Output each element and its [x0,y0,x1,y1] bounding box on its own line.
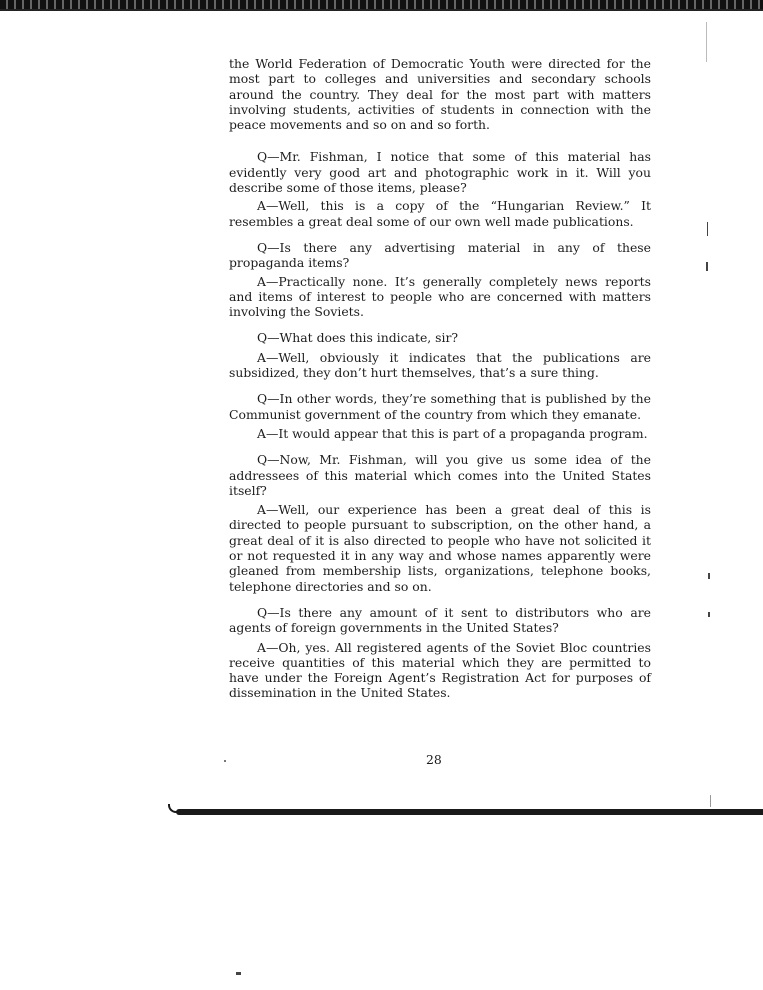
scan-mark [706,262,708,271]
bottom-rule [176,809,763,815]
scan-mark [236,972,241,975]
question-paragraph: Q—Mr. Fishman, I notice that some of this material has evidently very good art and photographic work in it. Will you describe some of those items, please? [229,149,651,196]
paragraph-continuation: the World Federation of Democratic Youth were directed for the most part to colleges and universities and secondary schools around the country. They deal for the most part with matters involving students, activities of students in connection with the peace movements and so on and so forth. [229,56,651,133]
question-paragraph: Q—Is there any amount of it sent to distributors who are agents of foreign governments in the United States? [229,604,651,636]
scan-mark [708,612,710,617]
top-page-border [0,0,763,9]
answer-paragraph: A—Oh, yes. All registered agents of the Soviet Bloc countries receive quantities of this material which they are permitted to have under the Foreign Agent’s Registration Act for purposes of dissemination in the United States. [229,639,651,701]
scan-mark [706,22,707,62]
answer-paragraph: A—Well, our experience has been a great deal of this is directed to people pursuant to subscription, on the other hand, a great deal of it is also directed to people who have not solicited it or not requested it in any way and whose names apparently were gleaned from membership lists, organizations, telephone books, telephone directories and so on. [229,502,651,594]
scan-mark [710,795,711,807]
answer-paragraph: A—It would appear that this is part of a propaganda program. [257,425,648,441]
question-paragraph: Q—Now, Mr. Fishman, will you give us some idea of the addressees of this material which comes into the United States itself? [229,452,651,498]
answer-paragraph: A—Well, this is a copy of the “Hungarian Review.” It resembles a great deal some of our own well made publications. [229,198,651,229]
answer-paragraph: A—Well, obviously it indicates that the publications are subsidized, they don’t hurt themselves, that’s a sure thing. [229,349,651,381]
question-paragraph: Q—Is there any advertising material in any of these propaganda items? [229,239,651,271]
transcript-body [229,56,651,701]
scan-mark [708,573,710,579]
question-paragraph: Q—What does this indicate, sir? [257,330,459,346]
top-border-rule [0,9,763,11]
answer-paragraph: A—Practically none. It’s generally completely news reports and items of interest to people who are concerned with matters involving the Soviets. [229,273,651,320]
scan-mark [224,760,226,762]
page-number: 28 [426,752,442,767]
scan-mark [707,222,708,236]
question-paragraph: Q—In other words, they’re something that is published by the Communist government of the country from which they emanate. [229,391,651,422]
